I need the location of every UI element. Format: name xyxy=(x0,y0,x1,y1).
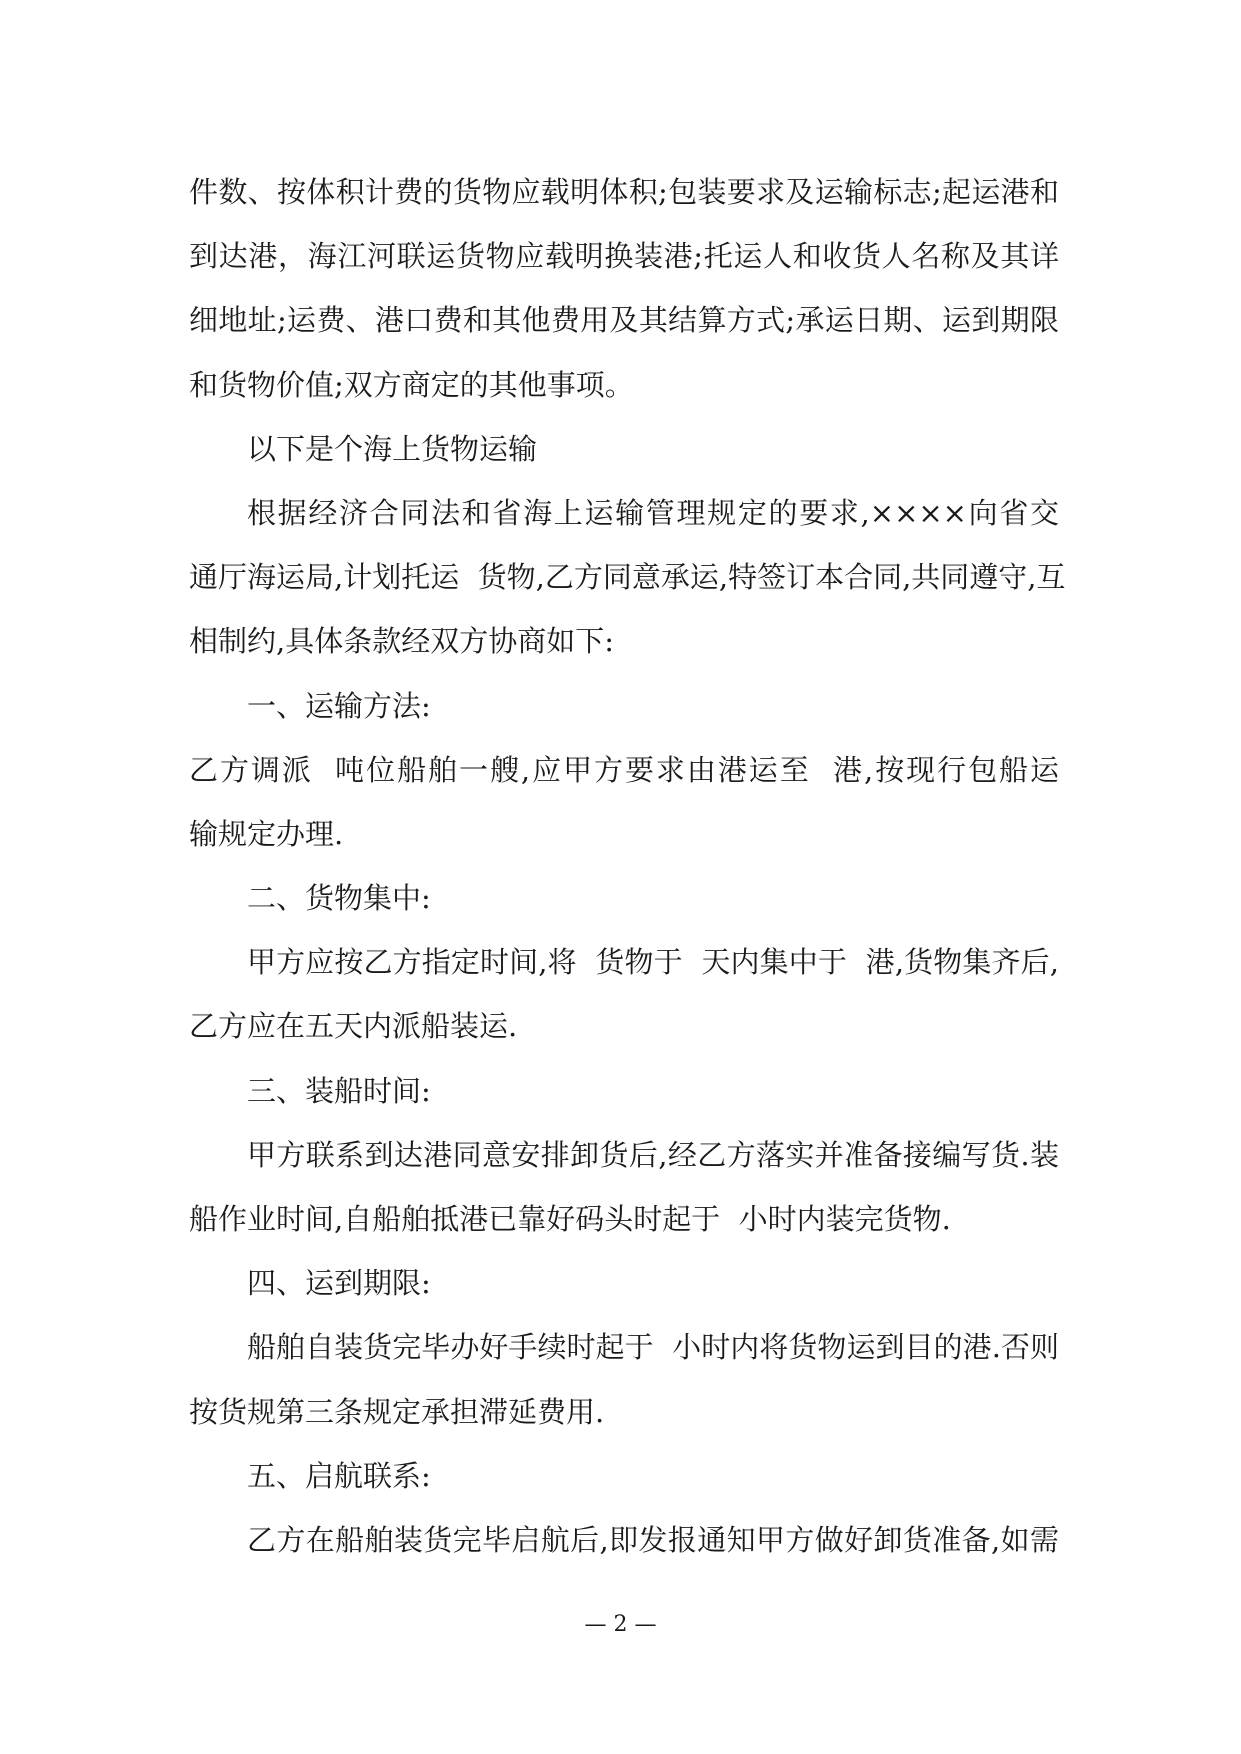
section-heading: 三、装船时间: xyxy=(247,1073,431,1108)
text-line: 输规定办理. xyxy=(189,816,344,851)
text-line: 乙方在船舶装货完毕启航后,即发报通知甲方做好卸货准备,如需 xyxy=(247,1522,1059,1557)
text-line: 甲方应按乙方指定时间,将 货物于 天内集中于 港,货物集齐后, xyxy=(247,945,1059,980)
text-line: 通厅海运局,计划托运 货物,乙方同意承运,特签订本合同,共同遵守,互 xyxy=(189,560,1066,595)
section-heading: 五、启航联系: xyxy=(247,1458,431,1493)
text-line: 按货规第三条规定承担滞延费用. xyxy=(189,1394,605,1429)
section-heading: 一、运输方法: xyxy=(247,688,431,723)
text-line: 乙方调派 吨位船舶一艘,应甲方要求由港运至 港,按现行包船运 xyxy=(189,752,1059,787)
page-number: — 2 — xyxy=(584,1612,657,1637)
text-line: 到达港，海江河联运货物应载明换装港;托运人和收货人名称及其详 xyxy=(189,239,1059,274)
text-line: 细地址;运费、港口费和其他费用及其结算方式;承运日期、运到期限 xyxy=(189,303,1059,338)
section-heading: 二、货物集中: xyxy=(247,881,431,916)
text-line: 件数、按体积计费的货物应载明体积;包装要求及运输标志;起运港和 xyxy=(189,175,1059,209)
text-line: 和货物价值;双方商定的其他事项。 xyxy=(189,367,634,402)
document-body xyxy=(189,160,1066,1572)
text-line: 以下是个海上货物运输 xyxy=(247,431,538,466)
text-line: 相制约,具体条款经双方协商如下: xyxy=(189,624,614,659)
text-line: 船舶自装货完毕办好手续时起于 小时内将货物运到目的港.否则 xyxy=(247,1330,1059,1365)
section-heading: 四、运到期限: xyxy=(247,1266,431,1301)
text-line: 乙方应在五天内派船装运. xyxy=(189,1009,518,1044)
text-line: 甲方联系到达港同意安排卸货后,经乙方落实并准备接编写货.装 xyxy=(247,1137,1059,1172)
text-line: 根据经济合同法和省海上运输管理规定的要求,××××向省交 xyxy=(247,495,1059,530)
text-line: 船作业时间,自船舶抵港已靠好码头时起于 小时内装完货物. xyxy=(189,1202,951,1236)
